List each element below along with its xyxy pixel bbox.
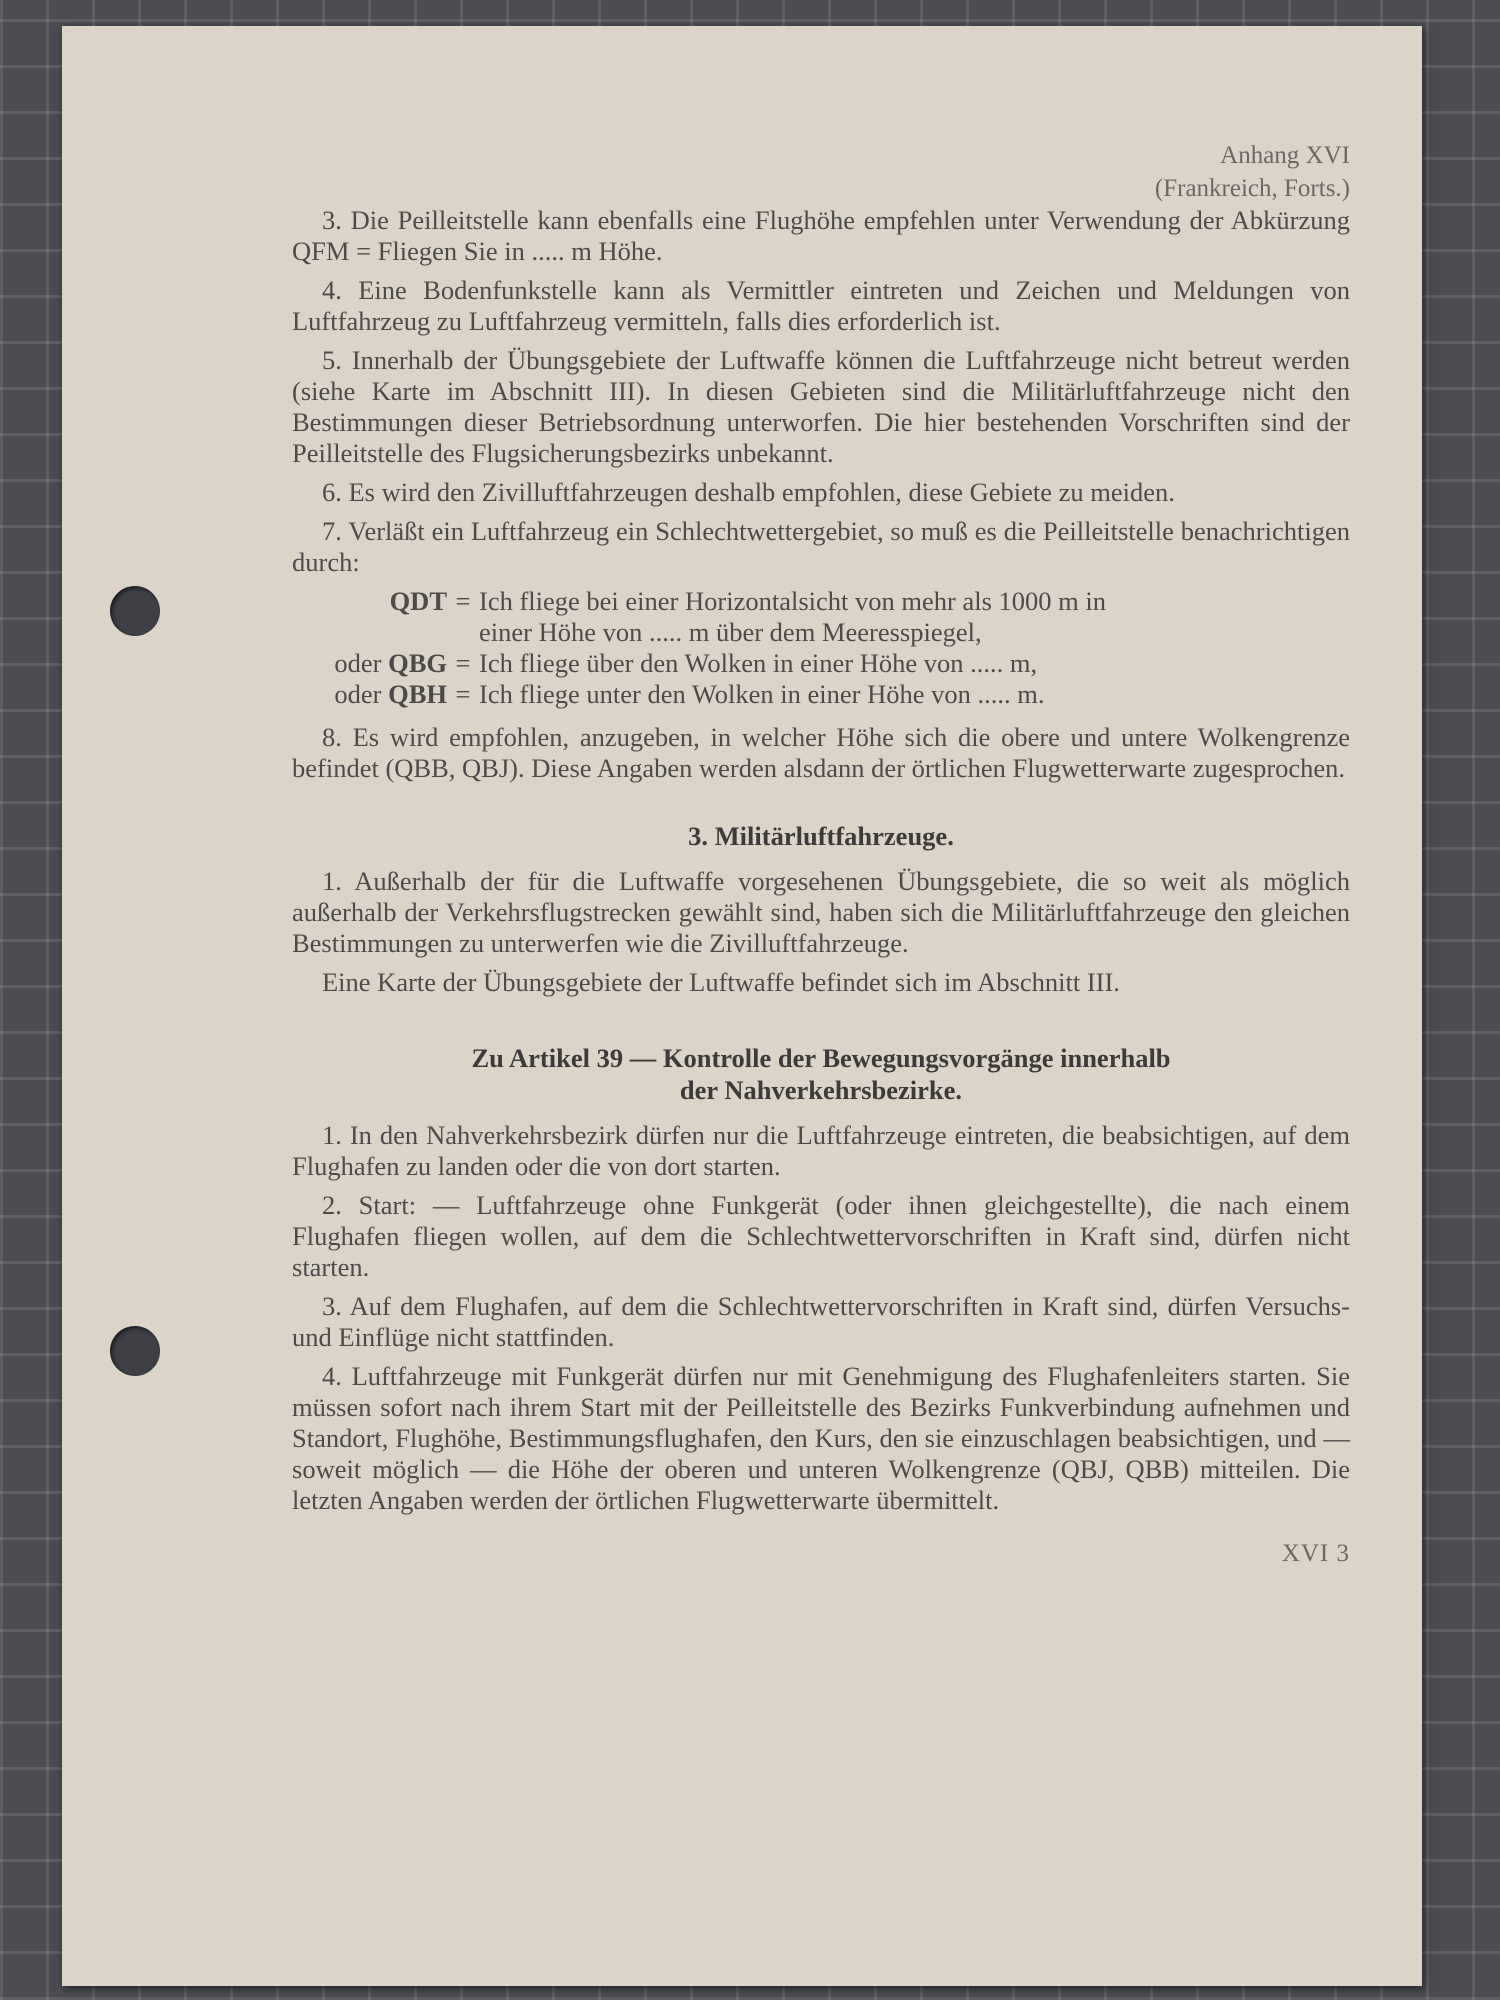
military-paragraph-2: Eine Karte der Übungsgebiete der Luftwaffe befindet sich im Abschnitt III.	[322, 967, 1120, 997]
paragraph-4: 4. Eine Bodenfunkstelle kann als Vermittler eintreten und Zeichen und Meldungen von Luftfahrzeug zu Luftfahrzeug vermitteln, falls dies erforderlich ist.	[292, 275, 1350, 336]
q-code-continuation: einer Höhe von ..... m über dem Meeresspiegel,	[479, 617, 982, 647]
q-code-list	[292, 586, 1350, 710]
equals-sign: =	[455, 679, 471, 709]
paragraph-8: 8. Es wird empfohlen, anzugeben, in welcher Höhe sich die obere und untere Wolkengrenze befindet (QBB, QBJ). Diese Angaben werden alsdann der örtlichen Flugwetterwarte zugesprochen.	[292, 722, 1350, 783]
page-content	[292, 139, 1350, 1568]
q-code-row	[292, 679, 1350, 710]
punch-hole	[110, 586, 160, 636]
q-code-label	[292, 648, 447, 679]
q-code: QBH	[388, 679, 447, 709]
q-code: QDT	[389, 586, 447, 616]
q-code: QBG	[388, 648, 447, 678]
equals-sign: =	[455, 586, 471, 616]
q-code-label	[292, 679, 447, 710]
article-39-heading-line1: Zu Artikel 39 — Kontrolle der Bewegungsvorgänge innerhalb	[471, 1043, 1171, 1073]
article-39-paragraph-2: 2. Start: — Luftfahrzeuge ohne Funkgerät (oder ihnen gleichgestellte), die nach einem Flughafen fliegen wollen, auf dem die Schlechtwettervorschriften in Kraft sind, dürfen nicht starten.	[292, 1190, 1350, 1282]
article-39-heading	[292, 1042, 1350, 1106]
q-code-text: Ich fliege bei einer Horizontalsicht von mehr als 1000 m in	[479, 586, 1106, 616]
q-code-prefix: oder	[334, 648, 389, 678]
q-code-prefix: oder	[334, 679, 389, 709]
q-code-text: Ich fliege über den Wolken in einer Höhe von ..... m,	[479, 648, 1038, 678]
article-39-paragraph-4: 4. Luftfahrzeuge mit Funkgerät dürfen nur mit Genehmigung des Flughafenleiters starten. Sie müssen sofort nach ihrem Start mit der Peilleitstelle des Bezirks Funkverbindung aufnehmen und Standort, Flughöhe, Bestimmungsflughafen, den Kurs, den sie einzuschlagen beabsichtigen, und — soweit möglich — die Höhe der oberen und unteren Wolkengrenze (QBJ, QBB) mitteilen. Die letzten Angaben werden der örtlichen Flugwetterwarte übermittelt.	[292, 1361, 1350, 1515]
page-number: XVI 3	[1281, 1540, 1350, 1567]
q-code-text: Ich fliege unter den Wolken in einer Höhe von ..... m.	[479, 679, 1045, 709]
paragraph-5: 5. Innerhalb der Übungsgebiete der Luftwaffe können die Luftfahrzeuge nicht betreut werden (siehe Karte im Abschnitt III). In diesen Gebieten sind die Militärluftfahrzeuge nicht den Bestimmungen dieser Betriebsordnung unterworfen. Die hier bestehenden Vorschriften sind der Peilleitstelle des Flugsicherungsbezirks unbekannt.	[292, 345, 1350, 468]
article-39-heading-line2: der Nahverkehrsbezirke.	[679, 1075, 963, 1105]
q-code-label	[292, 586, 447, 617]
equals-sign: =	[455, 648, 471, 678]
q-code-row	[292, 648, 1350, 679]
q-code-row	[292, 586, 1350, 617]
military-paragraph-1: 1. Außerhalb der für die Luftwaffe vorgesehenen Übungsgebiete, die so weit als möglich außerhalb der Verkehrsflugstrecken gewählt sind, haben sich die Militärluftfahrzeuge den gleichen Bestimmungen zu unterwerfen wie die Zivilluftfahrzeuge.	[292, 866, 1350, 958]
paragraph-6: 6. Es wird den Zivilluftfahrzeugen deshalb empfohlen, diese Gebiete zu meiden.	[322, 477, 1175, 507]
running-header-line2: (Frankreich, Forts.)	[1154, 175, 1350, 202]
punch-hole	[110, 1326, 160, 1376]
paragraph-3: 3. Die Peilleitstelle kann ebenfalls eine Flughöhe empfehlen unter Verwendung der Abkürzung QFM = Fliegen Sie in ..... m Höhe.	[292, 205, 1350, 266]
document-page	[62, 26, 1422, 1986]
article-39-paragraph-3: 3. Auf dem Flughafen, auf dem die Schlechtwettervorschriften in Kraft sind, dürfen Versuchs- und Einflüge nicht stattfinden.	[292, 1291, 1350, 1352]
paragraph-7: 7. Verläßt ein Luftfahrzeug ein Schlechtwettergebiet, so muß es die Peilleitstelle benachrichtigen durch:	[292, 516, 1350, 577]
section-heading-military: 3. Militärluftfahrzeuge.	[688, 821, 954, 851]
article-39-paragraph-1: 1. In den Nahverkehrsbezirk dürfen nur die Luftfahrzeuge eintreten, die beabsichtigen, auf dem Flughafen zu landen oder die von dort starten.	[292, 1120, 1350, 1181]
running-header-line1: Anhang XVI	[1220, 142, 1350, 169]
